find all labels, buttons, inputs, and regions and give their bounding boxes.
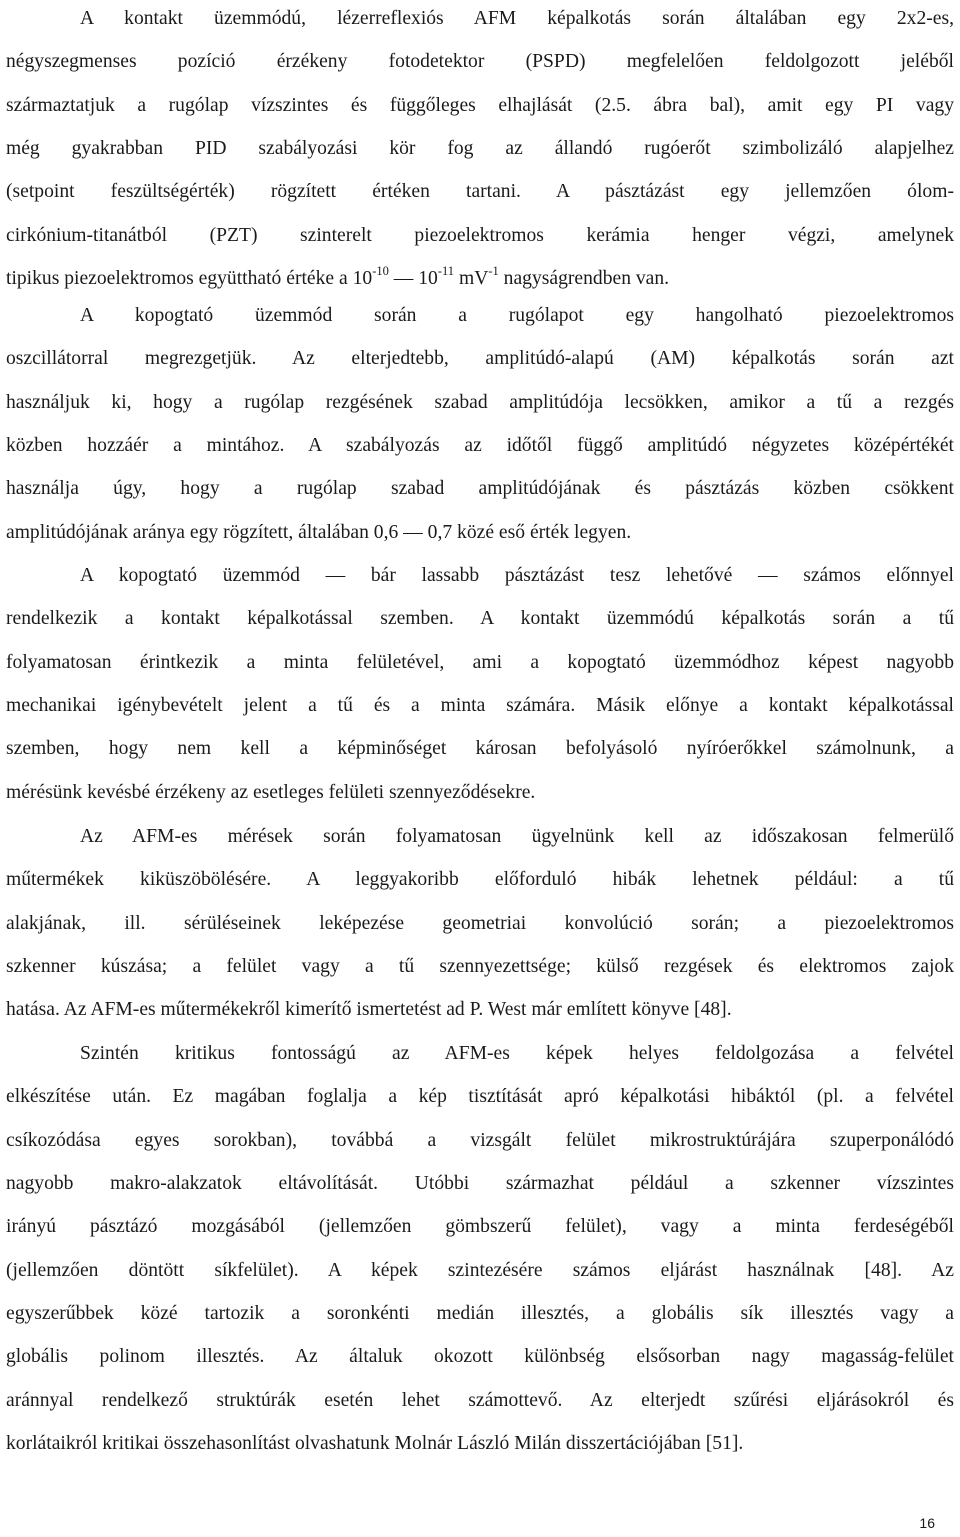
formula-text: tipikus piezoelektromos együttható értéke a 10 xyxy=(6,268,373,290)
text-line: irányú pásztázó mozgásából (jellemzően gömbszerű felület), vagy a minta ferdeségéből xyxy=(6,1216,954,1238)
text-line: folyamatosan érintkezik a minta felületével, ami a kopogtató üzemmódhoz képest nagyobb xyxy=(6,651,954,673)
text-line: még gyakrabban PID szabályozási kör fog az állandó rugóerőt szimbolizáló alapjelhez xyxy=(6,138,954,160)
range-dash: — xyxy=(393,268,414,290)
text-line: cirkónium-titanátból (PZT) szinterelt piezoelektromos kerámia henger végzi, amelynek xyxy=(6,224,954,246)
text-line: négyszegmenses pozíció érzékeny fotodetektor (PSPD) megfelelően feldolgozott jeléből xyxy=(6,51,954,73)
text-line: csíkozódása egyes sorokban), továbbá a vizsgált felület mikrostruktúrájára szuperponálódó xyxy=(6,1129,954,1151)
text-line: mérésünk kevésbé érzékeny az esetleges felületi szennyeződésekre. xyxy=(6,781,536,803)
text-line: közben hozzáér a mintához. A szabályozás az időtől függő amplitúdó négyzetes középértékét xyxy=(6,435,954,457)
text-line: szemben, hogy nem kell a képminőséget károsan befolyásoló nyíróerőkkel számolnunk, a xyxy=(6,738,954,760)
text-line: származtatjuk a rugólap vízszintes és függőleges elhajlását (2.5. ábra bal), amit egy PI vagy xyxy=(6,94,954,116)
text-line: amplitúdójának aránya egy rögzített, általában 0,6 — 0,7 közé eső érték legyen. xyxy=(6,521,632,543)
text-line: (setpoint feszültségérték) rögzített értéken tartani. A pásztázást egy jellemzően ólom- xyxy=(6,181,954,203)
text-line: rendelkezik a kontakt képalkotással szemben. A kontakt üzemmódú képalkotás során a tű xyxy=(6,608,954,630)
paragraph-image-processing xyxy=(6,1032,954,1465)
formula-text: 10 xyxy=(413,268,438,290)
text-line: Az AFM-es mérések során folyamatosan ügyelnünk kell az időszakosan felmerülő xyxy=(80,826,954,847)
text-line: oszcillátorral megrezgetjük. Az elterjedtebb, amplitúdó-alapú (AM) képalkotás során azt xyxy=(6,348,954,370)
text-line: A kopogtató üzemmód során a rugólapot egy hangolható piezoelektromos xyxy=(80,305,954,326)
text-line: műtermékek kiküszöbölésére. A leggyakoribb előforduló hibák lehetnek például: a tű xyxy=(6,869,954,891)
page-number: 16 xyxy=(919,1515,935,1531)
text-line: aránnyal rendelkező struktúrák esetén lehet számottevő. Az elterjedt szűrési eljárásokról és xyxy=(6,1389,954,1411)
text-line: használja úgy, hogy a rugólap szabad amplitúdójának és pásztázás közben csökkent xyxy=(6,478,954,500)
text-line: mechanikai igénybevételt jelent a tű és a minta számára. Másik előnye a kontakt képalkotással xyxy=(6,695,954,717)
text-line: elkészítése után. Ez magában foglalja a kép tisztítását apró képalkotási hibáktól (pl. a felvétel xyxy=(6,1086,954,1108)
text-line: nagyobb makro-alakzatok eltávolítását. Utóbbi származhat például a szkenner vízszintes xyxy=(6,1173,954,1195)
text-line: A kontakt üzemmódú, lézerreflexiós AFM képalkotás során általában egy 2x2-es, xyxy=(80,8,954,29)
exponent: -10 xyxy=(372,264,389,279)
text-line: hatása. Az AFM-es műtermékekről kimerítő ismertetést ad P. West már említett könyve [48]. xyxy=(6,999,732,1021)
text-line: alakjának, ill. sérüléseinek leképezése geometriai konvolúció során; a piezoelektromos xyxy=(6,912,954,934)
paragraph-tapping-mode xyxy=(6,294,954,554)
text-line: egyszerűbbek közé tartozik a soronkénti medián illesztés, a globális sík illesztés vagy a xyxy=(6,1303,954,1325)
text-line: korlátaikról kritikai összehasonlítást olvashatunk Molnár László Milán disszertációjában [51]. xyxy=(6,1433,744,1455)
formula-text: mV xyxy=(454,268,489,290)
paragraph-artifacts xyxy=(6,815,954,1032)
formula-text: nagyságrendben van. xyxy=(498,268,670,290)
text-line: (jellemzően döntött síkfelület). A képek szintezésére számos eljárást használnak [48]. Az xyxy=(6,1259,954,1281)
text-line: A kopogtató üzemmód — bár lassabb pásztázást tesz lehetővé — számos előnnyel xyxy=(80,565,954,586)
text-line: globális polinom illesztés. Az általuk okozott különbség elsősorban nagy magasság-felület xyxy=(6,1346,954,1368)
paragraph-tapping-advantages xyxy=(6,554,954,814)
exponent: -11 xyxy=(437,264,455,279)
exponent: -1 xyxy=(488,264,499,279)
paragraph-contact-mode xyxy=(6,0,954,300)
text-line: használjuk ki, hogy a rugólap rezgésének szabad amplitúdója lecsökken, amikor a tű a rezgés xyxy=(6,391,954,413)
text-line: szkenner kúszása; a felület vagy a tű szennyezettsége; külső rezgések és elektromos zajok xyxy=(6,956,954,978)
text-line: Szintén kritikus fontosságú az AFM-es képek helyes feldolgozása a felvétel xyxy=(80,1043,954,1064)
